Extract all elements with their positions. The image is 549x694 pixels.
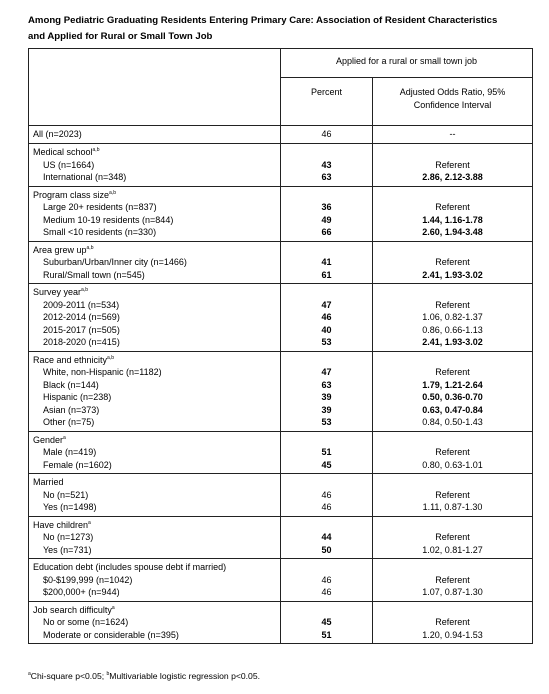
row-label: Large 20+ residents (n=837): [43, 202, 157, 212]
section-row: [29, 516, 533, 559]
row-percent: 39: [321, 404, 332, 415]
row-percent: 36: [321, 202, 332, 212]
header-row-1: [29, 49, 533, 78]
section-row: [29, 284, 533, 352]
row-percent: 51: [321, 629, 332, 640]
section-row: [29, 474, 533, 517]
row-label: No (n=521): [43, 489, 89, 500]
row-label: Hispanic (n=238): [43, 392, 112, 402]
spacer: [373, 519, 532, 532]
spacer: [281, 434, 372, 447]
row-aor: 2.41, 1.93-3.02: [422, 269, 483, 280]
section-label-cell: [29, 559, 281, 602]
row-label: $0-$199,999 (n=1042): [43, 574, 133, 585]
section-aor-cell: [373, 241, 533, 284]
row-percent: 49: [321, 214, 332, 225]
row-label: Other (n=75): [43, 417, 95, 427]
section-heading: [29, 189, 280, 202]
row-label: 2018-2020 (n=415): [43, 337, 120, 347]
row-percent: 43: [321, 159, 332, 170]
all-label: All (n=2023): [33, 129, 82, 139]
row-percent: 46: [321, 312, 332, 322]
row-percent: 41: [321, 257, 332, 267]
table-title: [28, 13, 528, 45]
section-aor-cell: [373, 144, 533, 187]
spacer: [373, 146, 532, 159]
row-label: Yes (n=731): [43, 544, 92, 555]
spacer: [281, 244, 372, 257]
row-aor: 1.11, 0.87-1.30: [422, 502, 483, 512]
spacer: [281, 604, 372, 617]
row-aor: Referent: [435, 202, 470, 212]
section-heading: [29, 354, 280, 367]
section-row: [29, 186, 533, 241]
row-label: Suburban/Urban/Inner city (n=1466): [43, 257, 187, 267]
section-aor-cell: [373, 351, 533, 431]
spacer: [281, 146, 372, 159]
row-label: White, non-Hispanic (n=1182): [43, 367, 162, 377]
section-footnote-mark: a: [111, 604, 115, 611]
spacer: [373, 354, 532, 367]
section-heading-text: Program class size: [33, 189, 110, 200]
footnote: [28, 671, 260, 681]
spacer: [281, 189, 372, 202]
footnote-a-text: Chi-square p<0.05;: [30, 671, 107, 681]
spacer: [373, 604, 532, 617]
section-aor-cell: [373, 431, 533, 474]
row-label: Asian (n=373): [43, 404, 100, 415]
spacer: [373, 189, 532, 202]
row-aor: Referent: [435, 617, 470, 627]
all-aor: --: [373, 126, 533, 144]
section-percent-cell: [281, 516, 373, 559]
row-label: No (n=1273): [43, 532, 94, 542]
row-aor: 0.50, 0.36-0.70: [422, 392, 483, 402]
spacer: [281, 561, 372, 574]
all-percent: 46: [281, 126, 373, 144]
section-heading: [29, 286, 280, 299]
row-aor: Referent: [435, 159, 470, 170]
row-percent: 46: [321, 489, 332, 500]
row-percent: 47: [321, 367, 332, 377]
row-percent: 39: [321, 392, 332, 402]
row-aor: 1.07, 0.87-1.30: [422, 587, 483, 597]
row-aor: 1.02, 0.81-1.27: [422, 544, 483, 555]
row-label: Female (n=1602): [43, 459, 112, 470]
section-percent-cell: [281, 474, 373, 517]
row-aor: 2.86, 2.12-3.88: [422, 172, 483, 182]
row-label: 2009-2011 (n=534): [43, 299, 120, 310]
section-aor-cell: [373, 559, 533, 602]
section-heading-text: Survey year: [33, 287, 82, 297]
section-footnote-mark: a,b: [107, 354, 114, 361]
section-footnote-mark: a: [88, 519, 91, 526]
spacer: [373, 286, 532, 299]
title-line-2: and Applied for Rural or Small Town Job: [28, 31, 213, 42]
section-heading-text: Race and ethnicity: [33, 354, 108, 365]
section-label-cell: [29, 516, 281, 559]
footnote-a-mark: a: [28, 671, 31, 677]
row-aor: 0.63, 0.47-0.84: [422, 404, 483, 415]
row-label: Male (n=419): [43, 447, 97, 457]
row-label: $200,000+ (n=944): [43, 587, 120, 597]
section-label-cell: [29, 144, 281, 187]
section-label-cell: [29, 601, 281, 644]
section-footnote-mark: a,b: [109, 189, 116, 196]
row-percent: 53: [321, 337, 332, 347]
section-percent-cell: [281, 431, 373, 474]
row-percent: 46: [321, 574, 332, 585]
spacer: [281, 354, 372, 367]
row-aor: Referent: [435, 489, 470, 500]
section-label-cell: [29, 284, 281, 352]
section-heading-text: Married: [33, 477, 64, 487]
row-percent: 66: [321, 227, 332, 237]
row-percent: 63: [321, 379, 332, 390]
section-heading: [29, 244, 280, 257]
spacer: [373, 561, 532, 574]
spacer: [373, 244, 532, 257]
header-blank-cell: [29, 49, 281, 126]
section-aor-cell: [373, 474, 533, 517]
section-footnote-mark: a: [63, 434, 66, 441]
row-aor: 2.60, 1.94-3.48: [422, 227, 483, 237]
section-row: [29, 144, 533, 187]
row-aor: 0.84, 0.50-1.43: [422, 417, 483, 427]
row-aor: Referent: [435, 257, 470, 267]
section-label-cell: [29, 186, 281, 241]
section-row: [29, 431, 533, 474]
title-line-1: Among Pediatric Graduating Residents Entering Primary Care: Association of Resident Characteristics: [28, 15, 498, 26]
row-aor: Referent: [435, 574, 470, 585]
row-aor: 1.44, 1.16-1.78: [422, 214, 483, 225]
row-percent: 44: [321, 532, 332, 542]
section-heading: [29, 561, 280, 574]
results-table: [28, 48, 533, 644]
all-label-cell: [29, 126, 281, 144]
row-percent: 45: [321, 617, 332, 627]
spacer: [281, 476, 372, 489]
section-aor-cell: [373, 284, 533, 352]
row-label: 2012-2014 (n=569): [43, 312, 120, 322]
section-label-cell: [29, 351, 281, 431]
row-aor: Referent: [435, 367, 470, 377]
row-aor: 1.20, 0.94-1.53: [422, 629, 483, 640]
spacer: [281, 286, 372, 299]
section-heading: [29, 434, 280, 447]
footnote-b-mark: b: [106, 671, 110, 677]
row-label: 2015-2017 (n=505): [43, 324, 120, 335]
footnote-b-text: Multivariable logistic regression p<0.05.: [109, 671, 261, 681]
section-row: [29, 241, 533, 284]
section-heading-text: Gender: [33, 434, 64, 445]
row-percent: 45: [321, 459, 332, 470]
row-percent: 46: [321, 587, 332, 597]
row-label: US (n=1664): [43, 159, 95, 170]
section-percent-cell: [281, 186, 373, 241]
row-aor: Referent: [435, 447, 470, 457]
spacer: [281, 519, 372, 532]
section-heading: [29, 476, 280, 489]
section-percent-cell: [281, 351, 373, 431]
row-aor: 1.06, 0.82-1.37: [422, 312, 483, 322]
section-percent-cell: [281, 241, 373, 284]
row-aor: 2.41, 1.93-3.02: [422, 337, 483, 347]
header-aor: [373, 78, 533, 126]
section-footnote-mark: a,b: [86, 244, 94, 251]
header-aor-line-2: Confidence Interval: [413, 99, 492, 110]
section-row: [29, 559, 533, 602]
section-label-cell: [29, 431, 281, 474]
spacer: [373, 476, 532, 489]
row-percent: 47: [321, 299, 332, 310]
section-label-cell: [29, 474, 281, 517]
row-label: Small <10 residents (n=330): [43, 227, 157, 237]
section-percent-cell: [281, 559, 373, 602]
row-aor: Referent: [435, 532, 470, 542]
section-heading-text: Have children: [33, 519, 89, 530]
row-aor: 0.80, 0.63-1.01: [422, 459, 483, 470]
section-row: [29, 351, 533, 431]
row-all: [29, 126, 533, 144]
section-aor-cell: [373, 186, 533, 241]
section-row: [29, 601, 533, 644]
section-aor-cell: [373, 601, 533, 644]
section-heading-text: Area grew up: [33, 244, 87, 255]
row-label: Yes (n=1498): [43, 502, 97, 512]
section-percent-cell: [281, 144, 373, 187]
row-aor: Referent: [435, 299, 470, 310]
row-percent: 51: [321, 447, 332, 457]
header-percent: Percent: [281, 78, 373, 126]
row-percent: 53: [321, 417, 332, 427]
row-aor: 1.79, 1.21-2.64: [422, 379, 483, 390]
section-heading: [29, 519, 280, 532]
row-percent: 61: [321, 269, 332, 280]
row-percent: 46: [321, 502, 332, 512]
row-label: Black (n=144): [43, 379, 99, 390]
row-percent: 40: [321, 324, 332, 335]
row-label: No or some (n=1624): [43, 617, 129, 627]
row-label: Rural/Small town (n=545): [43, 269, 145, 280]
row-label: International (n=348): [43, 172, 127, 182]
section-heading: [29, 604, 280, 617]
row-label: Medium 10-19 residents (n=844): [43, 214, 174, 225]
row-percent: 63: [321, 172, 332, 182]
header-applied: Applied for a rural or small town job: [281, 49, 533, 78]
row-label: Moderate or considerable (n=395): [43, 629, 179, 640]
section-heading-text: Medical school: [33, 147, 93, 157]
header-aor-line-1: Adjusted Odds Ratio, 95%: [399, 87, 506, 97]
section-heading-text: Education debt (includes spouse debt if married): [33, 562, 227, 572]
section-footnote-mark: a,b: [92, 147, 100, 153]
row-percent: 50: [321, 544, 332, 555]
section-percent-cell: [281, 601, 373, 644]
row-aor: 0.86, 0.66-1.13: [422, 324, 483, 335]
section-label-cell: [29, 241, 281, 284]
section-heading-text: Job search difficulty: [33, 604, 112, 615]
section-percent-cell: [281, 284, 373, 352]
section-heading: [29, 146, 280, 159]
section-aor-cell: [373, 516, 533, 559]
section-footnote-mark: a,b: [81, 287, 88, 293]
spacer: [373, 434, 532, 447]
